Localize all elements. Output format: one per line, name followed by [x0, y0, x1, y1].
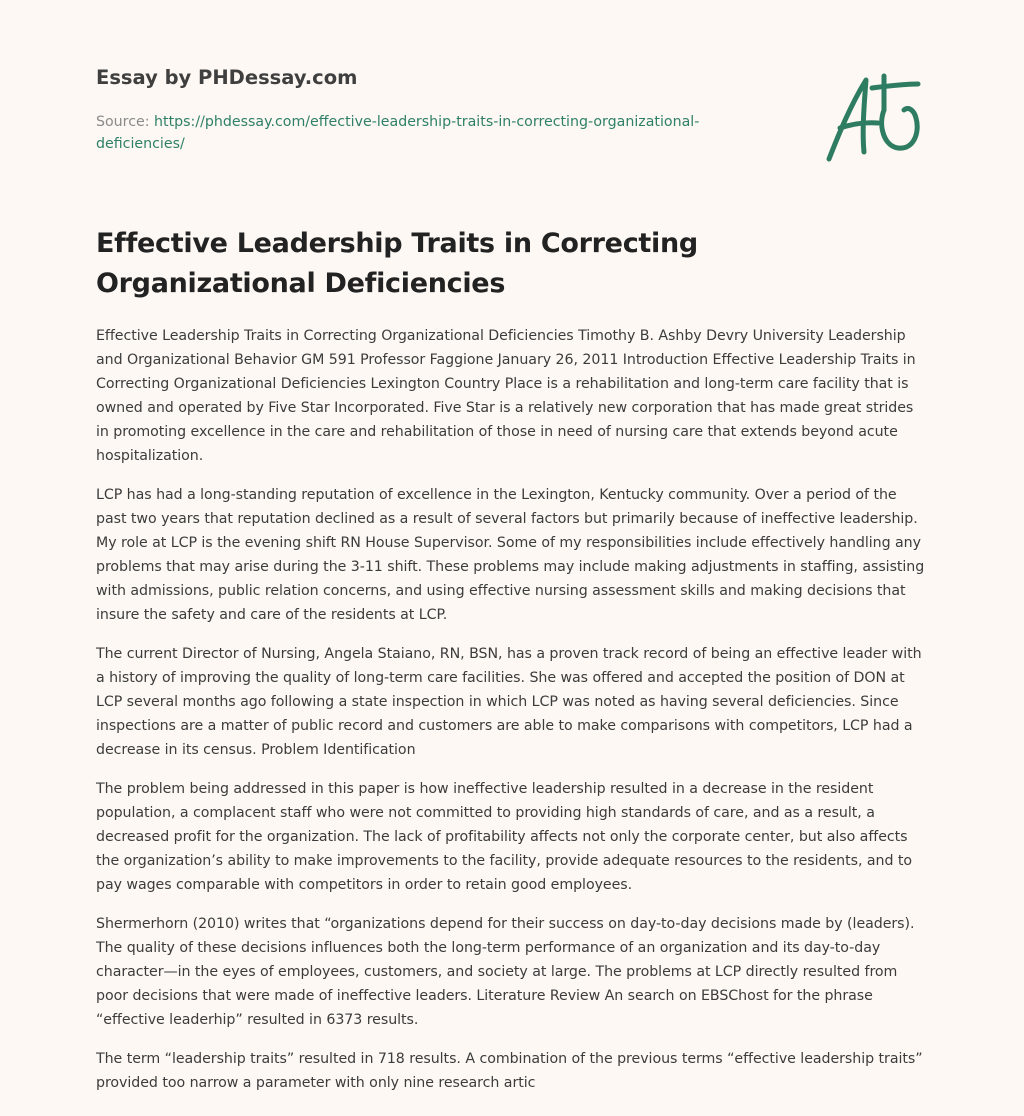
- paragraph: Shermerhorn (2010) writes that “organizations depend for their success on day-to-day decisions made by (leaders). The quality of these decisions influences both the long-term performance of an organization and its day-to-day character—in the eyes of employees, customers, and society at large. The problems at LCP directly resulted from poor decisions that were made of ineffective leaders. Literature Review An search on EBSChost for the phrase “effective leaderhip” resulted in 6373 results.: [96, 916, 915, 1028]
- paragraph: The problem being addressed in this paper is how ineffective leadership resulted in a decrease in the resident population, a complacent staff who were not committed to providing high standards of care, and as a result, a decreased profit for the organization. The lack of profitability affects not only the corporate center, but also affects the organization’s ability to make improvements to the facility, provide adequate resources to the residents, and to pay wages comparable with competitors in order to retain good employees.: [96, 781, 913, 893]
- paragraph: The current Director of Nursing, Angela Staiano, RN, BSN, has a proven track record of being an effective leader with a history of improving the quality of long-term care facilities. She was offered and accepted the position of DON at LCP several months ago following a state inspection in which LCP was noted as having several deficiencies. Since inspections are a matter of public record and customers are able to make comparisons with competitors, LCP had a decrease in its census. Problem Identification: [96, 646, 922, 758]
- source-link-line2: deficiencies/: [96, 136, 185, 152]
- source-line: [96, 111, 796, 155]
- source-label: Source:: [96, 114, 150, 130]
- article-title: Effective Leadership Traits in Correcting Organizational Deficiencies: [96, 228, 698, 299]
- paragraph: The term “leadership traits” resulted in 718 results. A combination of the previous terms “effective leadership traits” provided too narrow a parameter with only nine research artic: [96, 1051, 923, 1091]
- paragraph: LCP has had a long-standing reputation of excellence in the Lexington, Kentucky community. Over a period of the past two years that reputation declined as a result of several factors but primarily because of ineffective leadership. My role at LCP is the evening shift RN House Supervisor. Some of my responsibilities include effectively handling any problems that may arise during the 3-11 shift. These problems may include making adjustments in staffing, assisting with admissions, public relation concerns, and using effective nursing assessment skills and making decisions that insure the safety and care of the residents at LCP.: [96, 487, 925, 623]
- article-body: [96, 324, 928, 1110]
- paragraph: Effective Leadership Traits in Correcting Organizational Deficiencies Timothy B. Ashby Devry University Leadership and Organizational Behavior GM 591 Professor Faggione January 26, 2011 Introduction Effective Leadership Traits in Correcting Organizational Deficiencies Lexington Country Place is a rehabilitation and long-term care facility that is owned and operated by Five Star Incorporated. Five Star is a relatively new corporation that has made great strides in promoting excellence in the care and rehabilitation of those in need of nursing care that extends beyond acute hospitalization.: [96, 328, 916, 464]
- source-link[interactable]: [96, 114, 699, 152]
- site-title: Essay by PHDessay.com: [96, 66, 358, 89]
- site-header: [96, 64, 796, 155]
- a-plus-logo-icon: [820, 66, 930, 166]
- source-link-line1: https://phdessay.com/effective-leadership-traits-in-correcting-organizational-: [154, 114, 700, 130]
